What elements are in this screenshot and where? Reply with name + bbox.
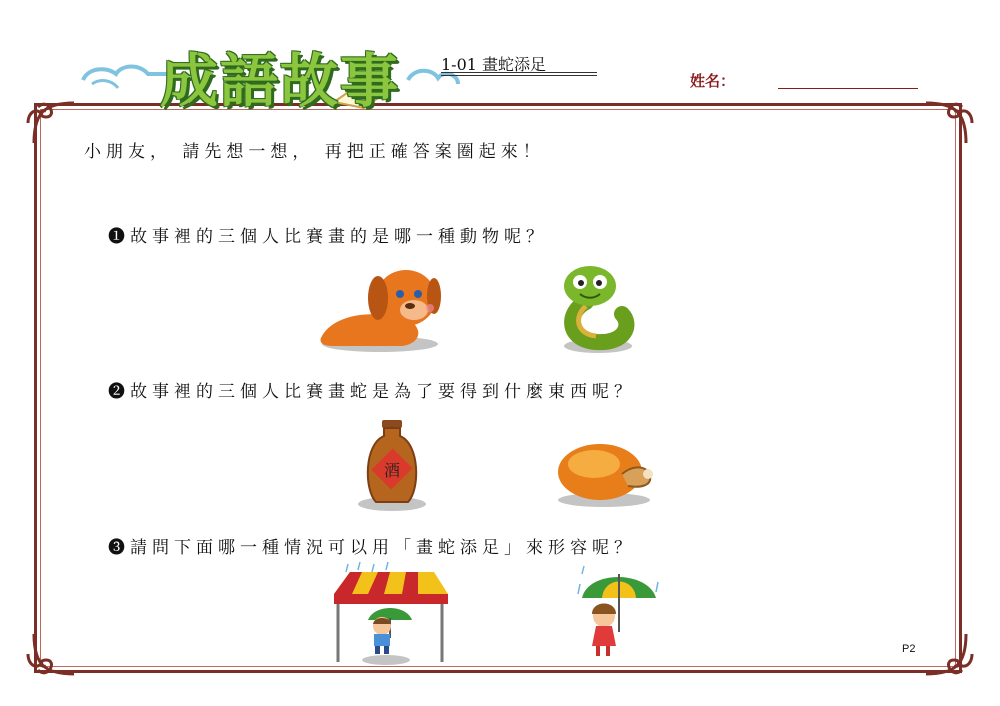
question-3-number: ❸ <box>108 538 130 558</box>
corner-ornament-top-left <box>24 93 84 153</box>
girl-umbrella-illustration[interactable] <box>574 562 664 662</box>
corner-ornament-bottom-right <box>916 624 976 684</box>
wine-jar-label: 酒 <box>383 461 401 480</box>
question-2-number: ❷ <box>108 382 130 402</box>
worksheet-title: 成語故事 <box>160 47 401 115</box>
corner-ornament-top-right <box>916 93 976 153</box>
lesson-underline-2 <box>441 75 597 76</box>
question-3-text: 請問下面哪一種情況可以用「畫蛇添足」來形容呢？ <box>130 538 636 558</box>
question-1-number: ❶ <box>108 227 130 247</box>
corner-ornament-bottom-left <box>24 624 84 684</box>
lesson-title: 1-01 畫蛇添足 <box>441 55 547 74</box>
question-2 <box>108 377 636 402</box>
snake-illustration[interactable] <box>556 262 640 354</box>
name-field[interactable] <box>778 88 918 89</box>
page-number: P2 <box>902 643 916 655</box>
lesson-underline <box>441 72 597 73</box>
boy-awning-illustration[interactable] <box>330 562 452 666</box>
question-1 <box>108 222 548 247</box>
roast-chicken-illustration[interactable] <box>556 434 656 508</box>
name-label: 姓名： <box>690 72 736 90</box>
wine-jar-illustration[interactable] <box>354 418 430 512</box>
instructions: 小朋友， 請先想一想， 再把正確答案圈起來！ <box>84 142 545 162</box>
question-2-text: 故事裡的三個人比賽畫蛇是為了要得到什麼東西呢？ <box>130 382 636 402</box>
dog-illustration[interactable] <box>314 262 444 354</box>
question-1-text: 故事裡的三個人比賽畫的是哪一種動物呢？ <box>130 227 548 247</box>
question-3 <box>108 533 636 558</box>
